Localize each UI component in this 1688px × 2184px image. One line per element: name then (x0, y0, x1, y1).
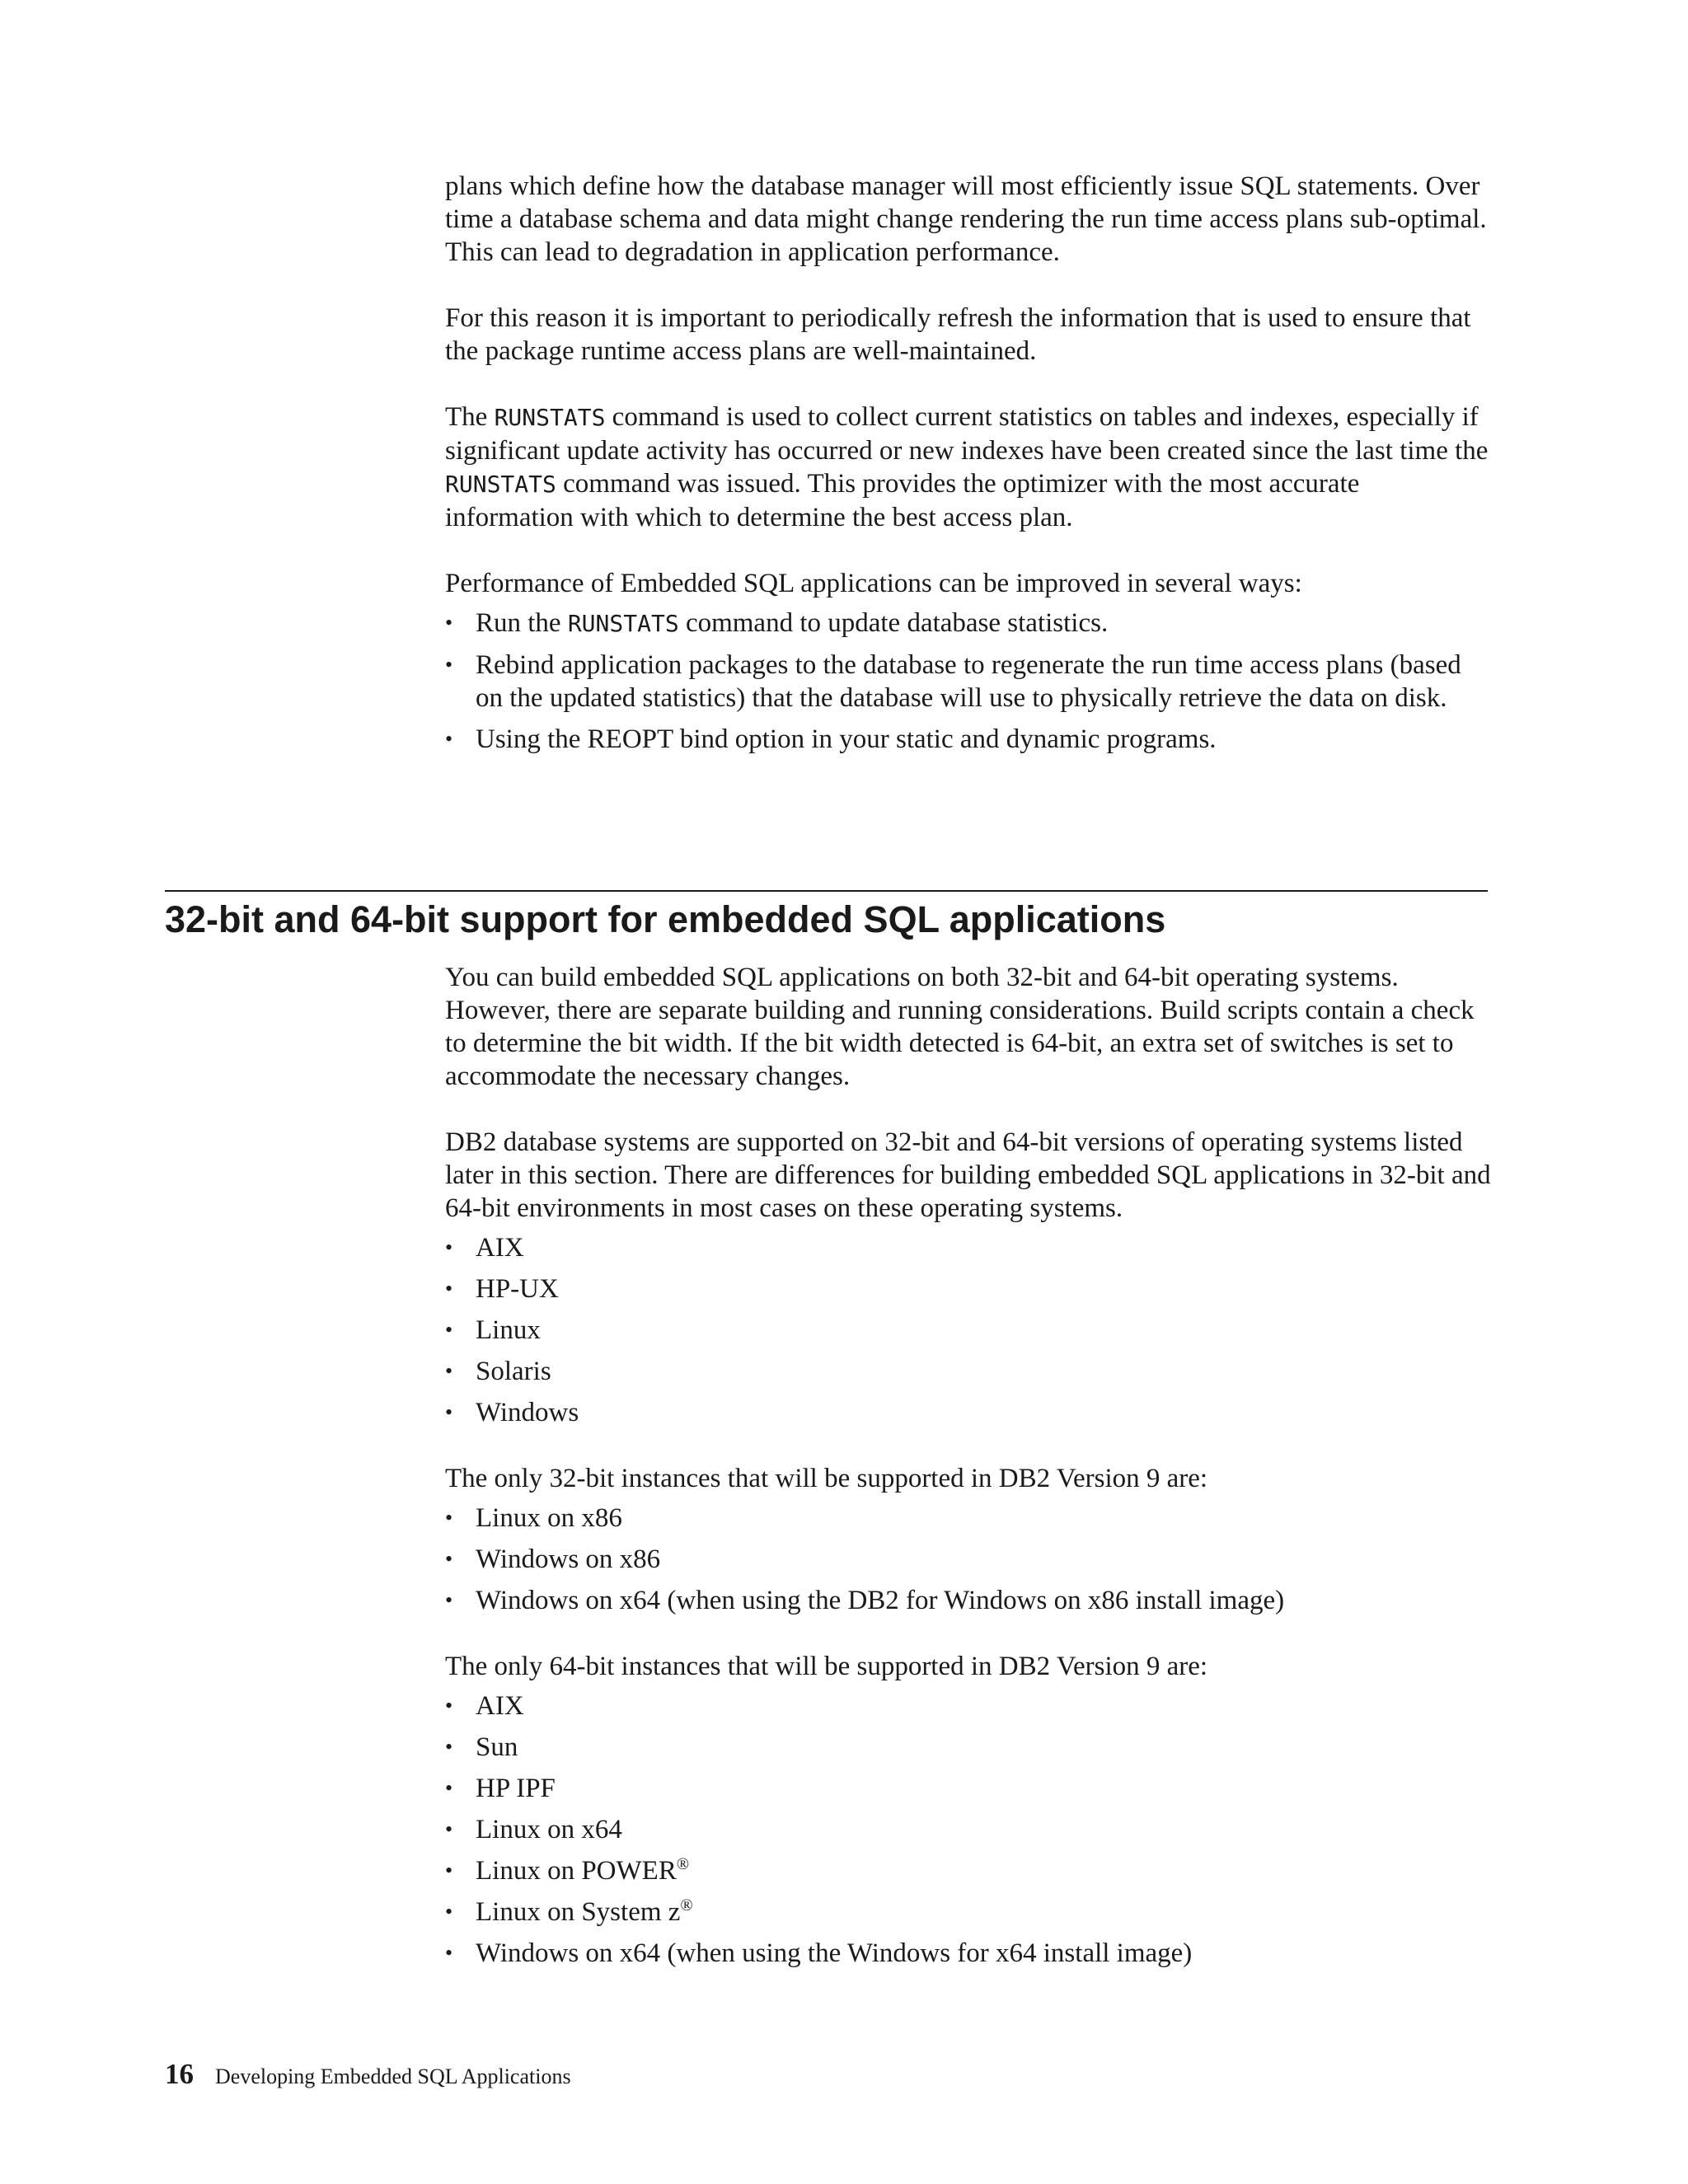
intro-paragraph-2: For this reason it is important to periodically refresh the information that is used to ensure that the package runtime access plans are well-maintained. (445, 303, 1471, 366)
section-body (445, 961, 1492, 2003)
section-paragraph-3: The only 32-bit instances that will be supported in DB2 Version 9 are: (445, 1464, 1208, 1493)
runstats-command: RUNSTATS (494, 404, 606, 431)
list-item: • Linux (445, 1314, 1492, 1347)
list-item: • Linux on x64 (445, 1813, 1492, 1846)
list-item: • Linux on POWER® (445, 1854, 1492, 1887)
runstats-text-1: The (445, 402, 495, 432)
list-item: • Windows (445, 1396, 1492, 1429)
list-64bit (445, 1690, 1492, 1970)
list-item: • Using the REOPT bind option in your static and dynamic programs. (445, 723, 1492, 756)
section-divider (165, 890, 1488, 892)
section-paragraph-2: DB2 database systems are supported on 32-bit and 64-bit versions of operating systems listed later in this section. There are differences for building embedded SQL applications in 32-bit and 64-bit environments in most cases on these operating systems. (445, 1127, 1491, 1223)
list-item: • Windows on x64 (when using the DB2 for Windows on x86 install image) (445, 1584, 1492, 1617)
list-item: • AIX (445, 1231, 1492, 1264)
section-paragraph-4: The only 64-bit instances that will be supported in DB2 Version 9 are: (445, 1652, 1208, 1681)
intro-text (445, 170, 1492, 789)
book-title: Developing Embedded SQL Applications (215, 2064, 571, 2088)
runstats-command: RUNSTATS (445, 471, 556, 498)
list-item: • Rebind application packages to the database to regenerate the run time access plans (based on the updated statistics) that the database will use to physically retrieve the data on disk. (445, 649, 1492, 715)
list-item: • Linux on x86 (445, 1502, 1492, 1535)
list-item: • Linux on System z® (445, 1896, 1492, 1929)
list-item: • HP IPF (445, 1772, 1492, 1805)
runstats-paragraph (445, 401, 1492, 534)
runstats-command: RUNSTATS (567, 610, 679, 637)
os-list (445, 1231, 1492, 1429)
performance-list (445, 607, 1492, 756)
list-item: • Solaris (445, 1355, 1492, 1388)
page-footer (165, 2058, 571, 2093)
list-item: • Windows on x64 (when using the Windows for x64 install image) (445, 1937, 1492, 1970)
intro-paragraph-1: plans which define how the database manager will most efficiently issue SQL statements. Over time a database schema and data might change rendering the run time access plans sub-optimal. This can lead to degradation in application performance. (445, 171, 1487, 267)
list-item: • HP-UX (445, 1272, 1492, 1305)
list-32bit (445, 1502, 1492, 1617)
list-item: • Windows on x86 (445, 1543, 1492, 1576)
performance-paragraph: Performance of Embedded SQL applications can be improved in several ways: (445, 569, 1302, 598)
runstats-text-2: command is used to collect current statistics on tables and indexes, especially if significant update activity has occurred or new indexes have been created since the last time the (445, 402, 1489, 466)
registered-mark: ® (680, 1896, 693, 1915)
section-heading: 32-bit and 64-bit support for embedded SQL applications (165, 898, 1166, 940)
runstats-text-3: command was issued. This provides the optimizer with the most accurate information with which to determine the best access plan. (445, 469, 1360, 532)
registered-mark: ® (676, 1855, 690, 1873)
list-item: • Run the RUNSTATS command to update database statistics. (445, 607, 1492, 640)
section-paragraph-1: You can build embedded SQL applications on both 32-bit and 64-bit operating systems. However, there are separate building and running considerations. Build scripts contain a check to determine the bit width. If the bit width detected is 64-bit, an extra set of switches is set to accommodate the necessary changes. (445, 963, 1475, 1091)
list-item: • Sun (445, 1731, 1492, 1764)
list-item: • AIX (445, 1690, 1492, 1722)
page-number: 16 (165, 2058, 194, 2090)
